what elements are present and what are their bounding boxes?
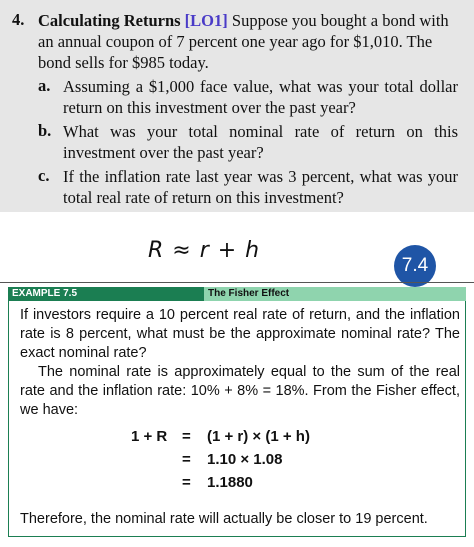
equation-lhs: 1 + R: [131, 428, 168, 445]
equation-equals-3: =: [182, 474, 191, 491]
problem-panel: [0, 0, 474, 212]
part-c-letter: c.: [38, 166, 50, 185]
example-question: If investors require a 10 percent real rate of return, and the inflation rate is 8 percent, what must be the approximate nominal rate? The exact nominal rate?: [20, 307, 460, 361]
divider: [0, 282, 474, 283]
part-a-letter: a.: [38, 76, 51, 95]
problem-text: Suppose you bought a bond with an annual coupon of 7 percent one year ago for $1,010. The bond sells for $985 today.: [38, 11, 449, 72]
learning-objective-link[interactable]: [LO1]: [184, 11, 228, 30]
part-b-text: What was your total nominal rate of return on this investment over the past year?: [63, 122, 458, 162]
problem-title: Calculating Returns: [38, 11, 181, 30]
problem-statement: [38, 10, 458, 73]
equation-number-badge: 7.4: [394, 245, 436, 287]
example-title: The Fisher Effect: [204, 287, 466, 301]
fisher-formula: R ≈ r + h: [148, 238, 261, 263]
part-a-text: Assuming a $1,000 face value, what was your total dollar return on this investment over the past year?: [63, 77, 458, 117]
equation-equals-1: =: [182, 428, 191, 445]
part-b-letter: b.: [38, 121, 52, 140]
equation-line-3: 1.1880: [207, 474, 253, 491]
part-c-text: If the inflation rate last year was 3 percent, what was your total real rate of return on this investment?: [63, 167, 458, 207]
example-explanation: The nominal rate is approximately equal to the sum of the real rate and the inflation rate: 10% + 8% = 18%. From the Fisher effect, we have:: [20, 364, 460, 418]
example-conclusion: Therefore, the nominal rate will actually be closer to 19 percent.: [20, 511, 428, 527]
equation-equals-2: =: [182, 451, 191, 468]
equation-line-2: 1.10 × 1.08: [207, 451, 283, 468]
problem-number: 4.: [12, 10, 25, 29]
equation-line-1: (1 + r) × (1 + h): [207, 428, 310, 445]
example-label: EXAMPLE 7.5: [8, 287, 204, 301]
